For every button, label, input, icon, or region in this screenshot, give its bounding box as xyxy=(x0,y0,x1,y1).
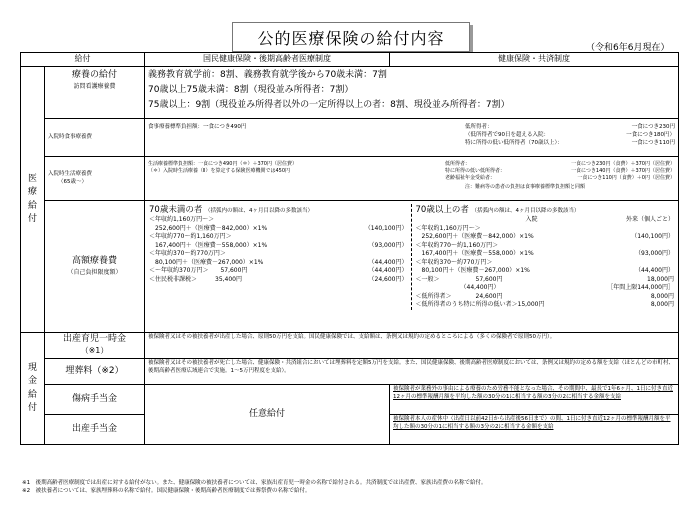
label-ryoyo: 療養の給付 訪問看護療養費 xyxy=(45,67,145,119)
page-title: 公的医療保険の給付内容 xyxy=(232,22,470,52)
label-shussan: 出産育児一時金 （※1） xyxy=(45,333,145,359)
maisou-text: 被保険者又はその被扶養者が死亡した場合、健康保険・共済組合においては埋葬料を定額5万円を支給。また、国民健康保険、後期高齢者医療制度においては、条例又は規約の定める額を支給（ほとんどの市町村、後期高齢者医療広域連合で実施。1～5万円程度を支給）。 xyxy=(145,359,679,385)
row-shobyo xyxy=(21,385,679,415)
label-shobyo: 傷病手当金 xyxy=(45,385,145,415)
shokuji-text: 食事療養標準負担額：一食につき490円 低所得者： 一食につき230円 （低所得者で90日を超える入院： 一食につき180円） 特に所得の低い低所得者（70歳以上）： 一食につき110円 xyxy=(145,119,679,157)
seikatsu-text: 生活療養標準負担額：一食につき490円（＊）＋370円（居住費） （＊）入院時生活療養（Ⅱ）を算定する保険医療機関では450円 低所得者： 一食につき230円（食費）＋370円（居住費） 特に所得の低い低所得者： 一食につき140円（食費）＋370円（居住費） 老齢福祉年金受給者： 一食につき110円（食費）＋0円（居住費） 注：難病等の患者の負担は食事療養標準負担額と同額 xyxy=(145,157,679,201)
date-label: （令和6年6月現在） xyxy=(586,43,670,53)
kougaku-over70: 70歳以上の者 （括弧内の額は、4ヶ月目以降の多数該当） 入院 外来（個人ごと） ＜年収約1,160万円～＞ 252,600円＋（医療費－842,000）×1% （140,100円） ＜年収約770～約1,160万円＞ 167,400円＋（医療費－558,000）×1% （93,000円） ＜年収約370～約770万円＞ 80,100円＋（医療費－267,000）×1% （44,400円） ＜一般＞ 57,600円 18,000円 （44,400円） ［年間上限144,000円］ ＜低所得者＞ 24,600円 8,000円 ＜低所得者のうち特に所得の低い者＞15,000円 8,000円 xyxy=(415,205,674,309)
header-kokuho: 国民健康保険・後期高齢者医療制度 xyxy=(145,53,390,67)
benefits-table xyxy=(20,52,679,445)
optional-benefit: 任意給付 xyxy=(145,385,390,445)
category-cash: 現 金 給 付 xyxy=(21,333,45,445)
footnote-1: ※1 後期高齢者医療制度では出産に対する給付がない。また、健康保険の被扶養者については、家族出産育児一時金の名称で給付される。共済制度では出産費、家族出産費の名称で給付。 xyxy=(22,480,487,486)
category-medical: 医 療 給 付 xyxy=(21,67,45,333)
header-benefit: 給付 xyxy=(21,53,145,67)
row-shokuji xyxy=(21,119,679,157)
row-maisou xyxy=(21,359,679,385)
label-maisou: 埋葬料（※2） xyxy=(45,359,145,385)
label-shussanteate: 出産手当金 xyxy=(45,415,145,445)
row-shussan xyxy=(21,333,679,359)
header-kenpo: 健康保険・共済制度 xyxy=(390,53,679,67)
label-kougaku: 高額療養費 （自己負担限度額） xyxy=(45,201,145,333)
row-ryoyo xyxy=(21,67,679,119)
label-seikatsu: 入院時生活療養費 （65歳～） xyxy=(45,157,145,201)
footnote-2: ※2 被扶養者については、家族埋葬料の名称で給付。国民健康保険・後期高齢者医療制度では葬祭費の名称で給付。 xyxy=(22,487,311,494)
shobyo-text: 被保険者が業務外の事由による療養のため労務不能となった場合、その期間中、最長で1年6ヶ月、1日に付き直近12ヶ月の標準報酬月額を平均した額の30分の1に相当する額の3分の2に相当する金額を支給 xyxy=(390,385,679,415)
table-header xyxy=(21,53,679,67)
row-seikatsu xyxy=(21,157,679,201)
shussan-text: 被保険者又はその被扶養者が出産した場合、原則50万円を支給。国民健康保険では、支給額は、条例又は規約の定めるところによる（多くの保険者で原則50万円）。 xyxy=(145,333,679,359)
kougaku-under70: 70歳未満の者 （括弧内の額は、4ヶ月目以降の多数該当） ＜年収約1,160万円～＞ 252,600円＋（医療費－842,000）×1% （140,100円） ＜年収約770～約1,160万円＞ 167,400円＋（医療費－558,000）×1% （93,000円） ＜年収約370～約770万円＞ 80,100円＋（医療費－267,000）×1% （44,400円） ＜～年収約370万円＞ 57,600円 （44,400円） ＜住民税非課税＞ 35,400円 （24,600円） xyxy=(149,204,412,310)
row-kougaku xyxy=(21,201,679,333)
ryoyo-text: 義務教育就学前：8割、義務教育就学後から70歳未満：7割 70歳以上75歳未満：8割（現役並み所得者：7割） 75歳以上：9割（現役並み所得者以外の一定所得以上の者：8割、現役並み所得者：7割） xyxy=(145,67,679,119)
footnotes xyxy=(22,480,682,496)
shussanteate-text: 被保険者本人の産休中（出産日以前42日から出産後56日まで）の間、1日に付き直近12ヶ月の標準報酬月額を平均した額の30分の1に相当する額の3分の2に相当する金額を支給 xyxy=(390,415,679,445)
kougaku-detail xyxy=(145,201,679,333)
label-shokuji: 入院時食事療養費 xyxy=(45,119,145,157)
